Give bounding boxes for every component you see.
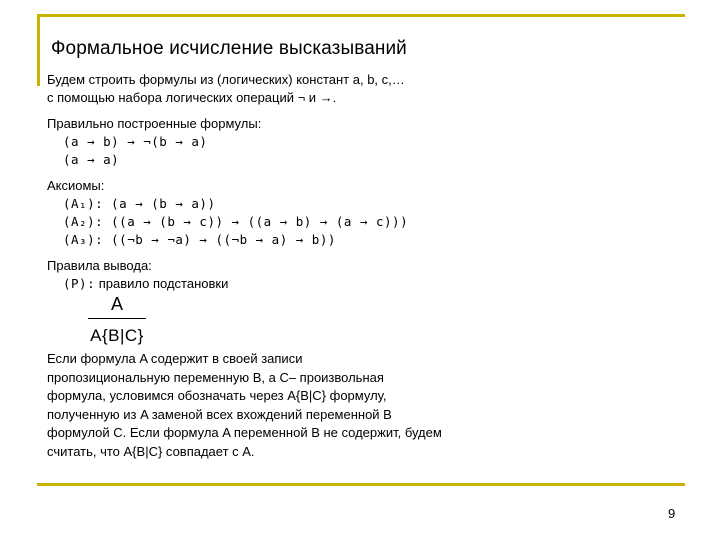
rule-label: (P): bbox=[63, 276, 96, 291]
decor-vertical-line bbox=[37, 14, 40, 86]
substitution-note bbox=[47, 350, 497, 461]
axiom-3: (A₃): ((¬b → ¬a) → ((¬b → a) → b)) bbox=[63, 232, 336, 247]
rules-heading: Правила вывода: bbox=[47, 258, 152, 273]
fraction-bar bbox=[88, 318, 146, 319]
intro-line-1: Будем строить формулы из (логических) констант a, b, c,… bbox=[47, 72, 405, 87]
wff-heading: Правильно построенные формулы: bbox=[47, 116, 262, 131]
note-line-1: Если формула A содержит в своей записи bbox=[47, 351, 303, 366]
note-line-4: полученную из A заменой всех вхождений переменной B bbox=[47, 406, 392, 422]
axiom-2: (A₂): ((a → (b → c)) → ((a → b) → (a → c))) bbox=[63, 214, 409, 229]
decor-bottom-line bbox=[37, 483, 685, 486]
note-line-3: формула, условимся обозначать через A{B|C} формулу, bbox=[47, 388, 387, 403]
axiom-1: (A₁): (a → (b → a)) bbox=[63, 196, 216, 211]
slide-title: Формальное исчисление высказываний bbox=[51, 38, 407, 59]
axioms-heading: Аксиомы: bbox=[47, 178, 105, 193]
page-number: 9 bbox=[668, 506, 676, 521]
note-line-6: считать, что A{B|C} совпадает с A. bbox=[47, 443, 255, 459]
decor-top-line bbox=[37, 14, 685, 17]
fraction-denominator: A{B|C} bbox=[90, 326, 144, 345]
note-line-5: формулой C. Если формула A переменной B не содержит, будем bbox=[47, 425, 442, 440]
fraction-numerator: A bbox=[110, 294, 123, 314]
substitution-fraction bbox=[88, 293, 146, 347]
slide-content bbox=[47, 71, 687, 293]
wff-formula-2: (a → a) bbox=[63, 152, 120, 167]
note-line-2: пропозициональную переменную B, а C– произвольная bbox=[47, 369, 384, 385]
rule-line bbox=[47, 275, 687, 293]
rule-text: правило подстановки bbox=[98, 276, 229, 291]
intro-line-2: с помощью набора логических операций ¬ и →. bbox=[47, 90, 337, 105]
wff-formula-1: (a → b) → ¬(b → a) bbox=[63, 134, 208, 149]
